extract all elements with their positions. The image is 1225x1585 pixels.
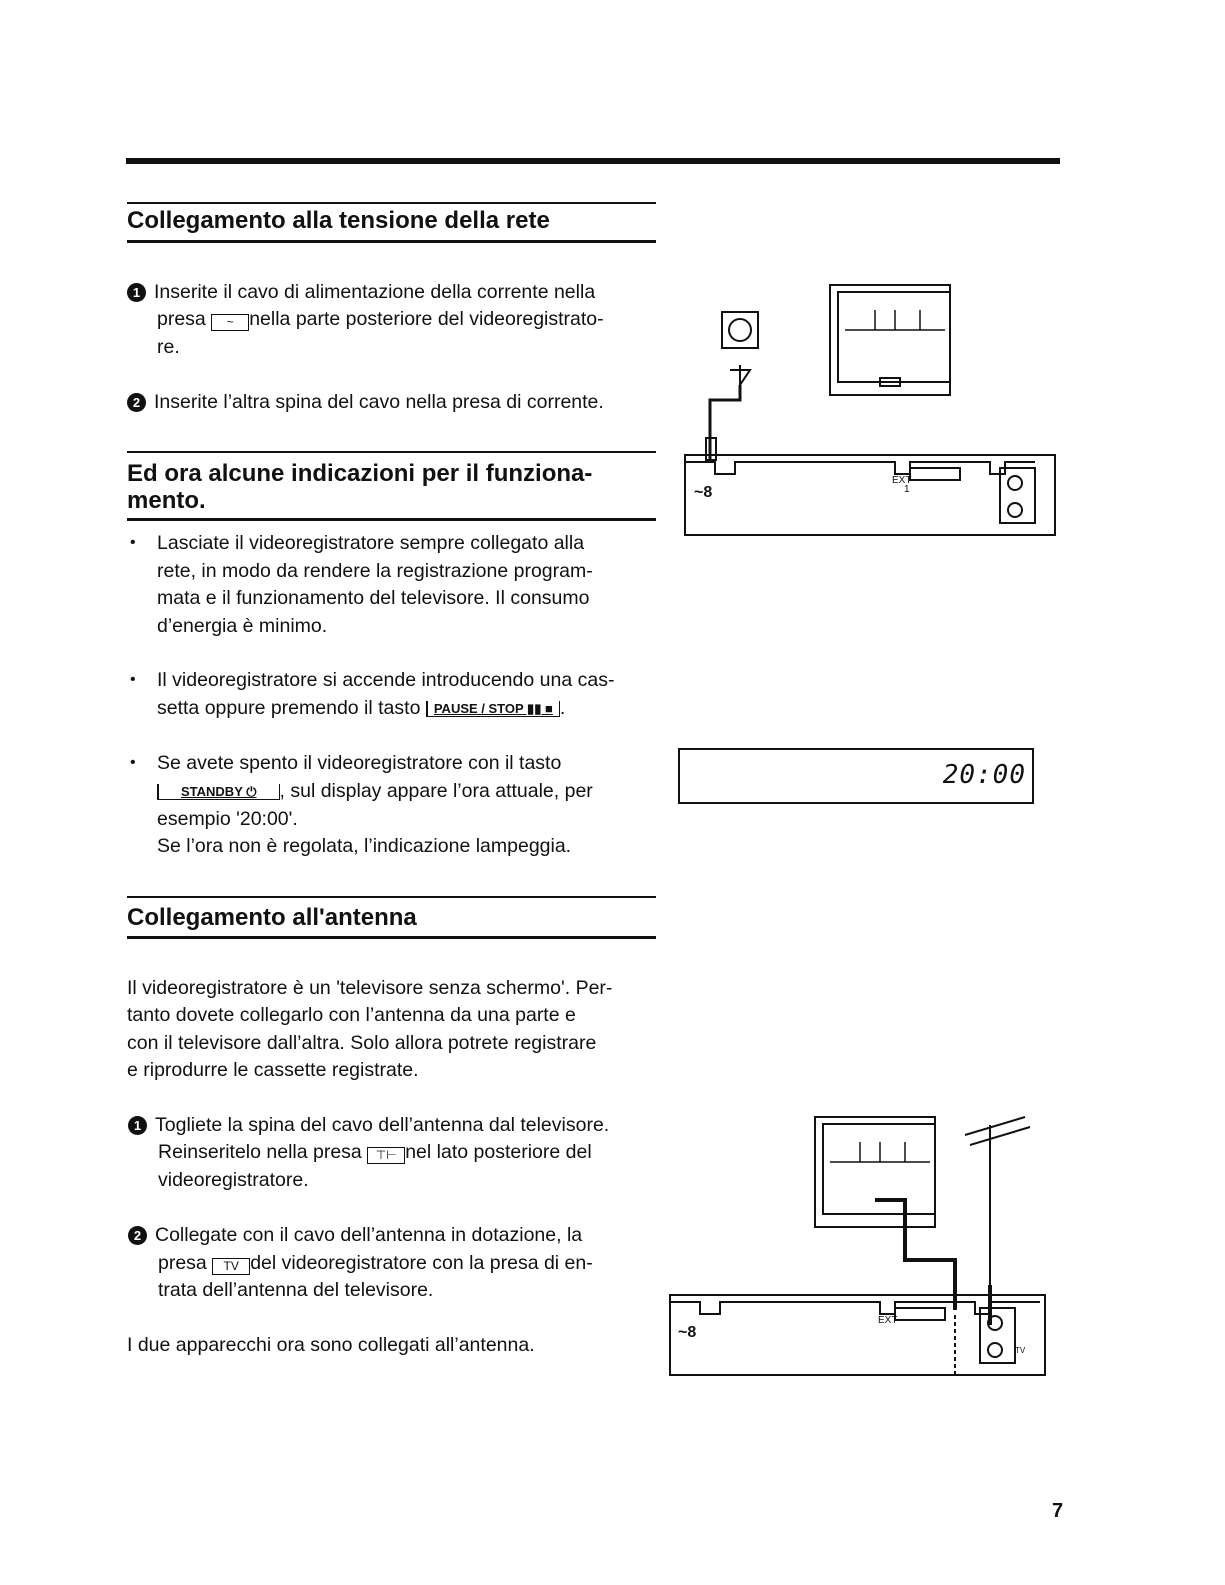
power-connection-diagram — [670, 270, 1070, 550]
bullet: • — [130, 671, 136, 688]
ext-label: EXT — [878, 1315, 898, 1326]
mains-socket-icon: ~ — [211, 314, 249, 331]
plug-icon — [730, 365, 750, 385]
bullet: • — [130, 754, 136, 771]
divider — [127, 896, 656, 898]
standby-key: STANDBY ⏻ — [157, 784, 280, 800]
manual-page: Collegamento alla tensione della rete 1 Inserite il cavo di alimentazione della corrente nella presa ~ nella parte posteriore del videoregistrato- re. 2 Inserite l’altra spina del cavo nella presa di corrente. Ed ora alcune indicazioni per il funziona- mento. • Lasciate il videoregistratore sempre collegato alla rete, in modo da rendere la registrazione program- mata e il funzionamento del televisore. Il consumo d’energia è minimo. • Il videoregistratore si accende introducendo una cas- setta oppure premendo il tasto PAUSE / STOP ▮▮ ■ . • Se avete spento il videoregistratore con il tasto STANDBY ⏻ , sul display appare l’ora attuale, per esempio '20:00'. Se l’ora non è regolata, l’indicazione lampeggia. 20:00 Collegamento all'antenna Il videoregistratore è un 'televisore senza schermo'. Per- tanto dovete collegarlo con l’antenna da una parte e con il televisore dall’altra. Solo allora potrete registrare e riprodurre le cassette registrate. 1 Togliete la spina del cavo dell’antenna dal televisore. Reinseritelo nella presa ⊤⊢ nel lato posteriore del videoregistratore. 2 Collegate con il cavo dell’antenna in dotazione, la presa TV del videoregistratore con la presa di en- trata dell’antenna del televisore. I due apparecchi ora sono collegati all’antenna. EXT 1 ~8 EXT TV ~8 7 — [0, 0, 1225, 1585]
step-2: 2 Inserite l’altra spina del cavo nella presa di corrente. — [127, 391, 604, 413]
section-heading: mento. — [127, 487, 206, 514]
pause-stop-key: PAUSE / STOP ▮▮ ■ — [426, 701, 560, 717]
divider — [127, 936, 656, 939]
power-cable — [710, 385, 740, 460]
step-number: 1 — [128, 1116, 147, 1135]
power-input-label: ~8 — [694, 484, 713, 501]
wall-socket-icon — [722, 312, 758, 348]
divider — [127, 451, 656, 453]
vcr-rear-icon — [670, 1295, 1045, 1375]
display-time: 20:00 — [942, 760, 1026, 790]
antenna-socket-icon: ⊤⊢ — [367, 1147, 405, 1164]
step-number: 2 — [127, 393, 146, 412]
section-heading: Collegamento alla tensione della rete — [127, 207, 550, 234]
step-number: 2 — [128, 1226, 147, 1245]
antenna-connection-diagram — [660, 1105, 1060, 1385]
divider — [127, 240, 656, 243]
antenna-cable-tv — [875, 1200, 955, 1310]
tv-socket-icon: TV — [212, 1258, 250, 1275]
step-1: 1 Inserite il cavo di alimentazione della corrente nella — [127, 281, 595, 303]
divider — [127, 518, 656, 521]
top-rule — [126, 158, 1060, 164]
bullet: • — [130, 534, 136, 551]
section-heading: Collegamento all'antenna — [127, 904, 417, 931]
ext-label: EXT — [892, 475, 912, 486]
step-1: 1 Togliete la spina del cavo dell’antenna dal televisore. — [128, 1114, 609, 1136]
antenna-icon — [965, 1117, 1030, 1310]
step-number: 1 — [127, 283, 146, 302]
section-heading: Ed ora alcune indicazioni per il funziona- — [127, 460, 593, 487]
tv-rear-icon — [830, 285, 950, 395]
page-number: 7 — [1052, 1500, 1064, 1522]
ext-number: 1 — [904, 484, 910, 495]
divider — [127, 202, 656, 204]
step-2: 2 Collegate con il cavo dell’antenna in dotazione, la — [128, 1224, 582, 1246]
vcr-rear-icon — [685, 455, 1055, 535]
power-input-label: ~8 — [678, 1324, 697, 1341]
tv-rear-icon — [815, 1117, 935, 1227]
tv-label: TV — [1015, 1346, 1026, 1355]
vcr-display — [678, 748, 1034, 804]
